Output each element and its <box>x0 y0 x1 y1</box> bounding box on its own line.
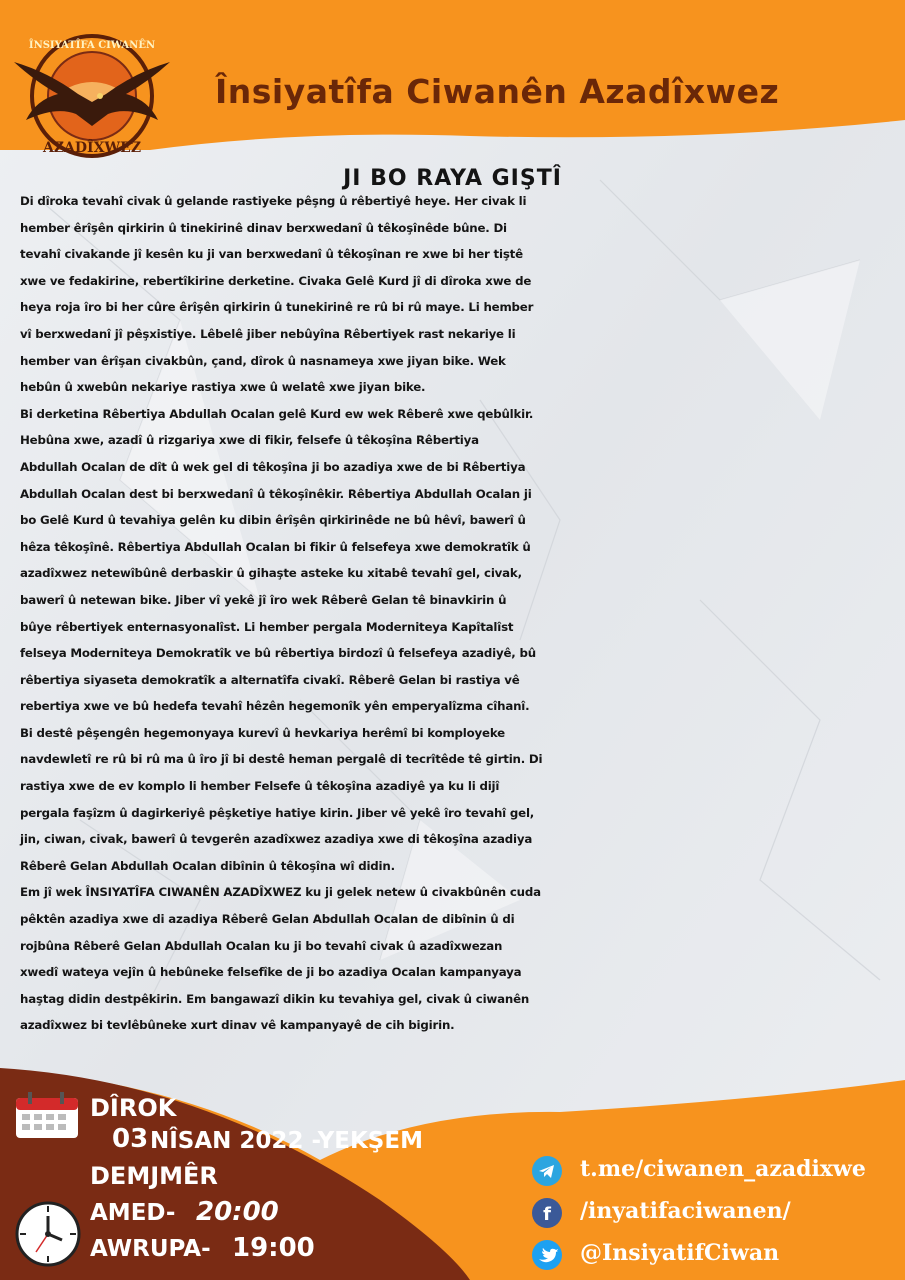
body-line: Abdullah Ocalan dest bi berxwedanî û têkoşînêkir. Rêbertiya Abdullah Ocalan ji <box>20 486 532 501</box>
body-line: tevahî civakande jî kesên ku ji van berxwedanî û têkoşînan re xwe bi her tiştê <box>20 247 523 262</box>
document-body <box>20 188 904 1039</box>
body-line: Hebûna xwe, azadî û rizgariya xwe di fikir, felsefe û têkoşîna Rêbertiya <box>20 433 479 448</box>
amed-time: 20:00 <box>196 1197 279 1227</box>
body-line: rebertiya xwe ve bû hedefa tevahî hêzên hegemonîk yên emperyalîzma cîhanî. <box>20 699 530 714</box>
body-line: Bi destê pêşengên hegemonyaya kurevî û hevkariya herêmî bi komployeke <box>20 725 505 740</box>
body-line: Di dîroka tevahî civak û gelande rastiyeke pêşng û rêbertiyê heye. Her civak li <box>20 194 527 208</box>
date-day: 03 <box>112 1124 149 1154</box>
europe-time: 19:00 <box>232 1233 315 1263</box>
facebook-icon <box>532 1198 562 1228</box>
logo-top-text: ÎNSIYATÎFA CIWANÊN <box>28 40 156 51</box>
body-line: hember êrîşên qirkirin û tinekirinê dinav berxwedanî û têkoşînêde bûne. Di <box>20 220 507 235</box>
body-line: bûye rêbertiyek enternasyonalîst. Li hember pergala Moderniteya Kapîtalîst <box>20 619 514 634</box>
body-line: felseya Moderniteya Demokratîk ve bû rêbertiya birdozî û felsefeya azadiyê, bû <box>20 646 536 661</box>
clock-icon <box>14 1200 82 1268</box>
organization-title: Însiyatîfa Ciwanên Azadîxwez <box>215 72 780 111</box>
body-line: pergala faşîzm û dagirkeriyê pêşketiye hatiye kirin. Jiber vê yekê îro tevahî gel, <box>20 805 535 820</box>
body-line: hêza têkoşînê. Rêbertiya Abdullah Ocalan bi fikir û felsefeya xwe demokratîk û <box>20 539 531 554</box>
date-rest: NÎSAN 2022 -YEKŞEM <box>150 1128 423 1154</box>
telegram-link[interactable] <box>532 1156 902 1190</box>
logo-bottom-text: AZADÎXWEZ <box>42 140 142 156</box>
europe-label: AWRUPA- <box>90 1236 211 1262</box>
body-line: rêbertiya siyaseta demokratîk a alternatîfa civakî. Rêberê Gelan bi rastiya vê <box>20 672 520 687</box>
facebook-link[interactable] <box>532 1198 902 1232</box>
time-label: DEMJMÊR <box>90 1162 218 1190</box>
body-line: Rêberê Gelan Abdullah Ocalan dibînin û têkoşîna wî didin. <box>20 858 395 873</box>
body-line: bo Gelê Kurd û tevahiya gelên ku dibin êrîşên qirkirinêde ne bû hêvî, bawerî û <box>20 513 526 528</box>
organization-logo <box>8 22 176 172</box>
body-line: Abdullah Ocalan de dît û wek gel di têkoşîna ji bo azadiya xwe de bi Rêbertiya <box>20 459 526 474</box>
body-line: haştag didin destpêkirin. Em bangawazî dikin ku tevahiya gel, civak û ciwanên <box>20 991 530 1006</box>
body-line: pêktên azadiya xwe di azadiya Rêberê Gelan Abdullah Ocalan de dibînin û di <box>20 912 515 927</box>
calendar-icon <box>14 1092 80 1140</box>
body-line: rastiya xwe de ev komplo li hember Felsefe û têkoşîna azadiyê ya ku li dijî <box>20 779 500 794</box>
body-line: Bi derketina Rêbertiya Abdullah Ocalan gelê Kurd ew wek Rêberê xwe qebûlkir. <box>20 406 534 421</box>
document-title: JI BO RAYA GIŞTÎ <box>343 166 562 191</box>
body-line: hember van êrîşan civakbûn, çand, dîrok û nasnameya xwe jiyan bike. Wek <box>20 353 506 368</box>
telegram-label: t.me/ciwanen_azadixwe <box>580 1156 866 1182</box>
body-line: hebûn û xwebûn nekariye rastiya xwe û welatê xwe jiyan bike. <box>20 380 426 395</box>
twitter-link[interactable] <box>532 1240 902 1274</box>
body-line: navdewletî re rû bi rû ma û îro jî bi destê heman pergalê di tecrîtêde tê girtin. Di <box>20 752 543 767</box>
amed-label: AMED- <box>90 1200 176 1226</box>
body-line: vî berxwedanî jî pêşxistiye. Lêbelê jiber nebûyîna Rêbertiyek rast nekariye li <box>20 326 516 341</box>
facebook-label: /inyatifaciwanen/ <box>580 1198 791 1224</box>
body-line: bawerî û netewan bike. Jiber vî yekê jî îro wek Rêberê Gelan tê binavkirin û <box>20 592 507 607</box>
body-line: xwedî wateya vejîn û hebûneke felsefîke de ji bo azadiya Ocalan kampanyaya <box>20 965 522 980</box>
body-line: azadîxwez bi tevlêbûneke xurt dinav vê kampanyayê de cih bigirin. <box>20 1018 455 1033</box>
body-line: xwe ve fedakirine, rebertîkirine derketine. Civaka Gelê Kurd jî di dîroka xwe de <box>20 273 532 288</box>
body-line: jin, ciwan, civak, bawerî û tevgerên azadîxwez azadiya xwe di têkoşîna azadiya <box>20 832 533 847</box>
twitter-icon <box>532 1240 562 1270</box>
body-line: azadîxwez netewîbûnê derbaskir û gihaşte asteke ku xitabê tevahî gel, civak, <box>20 566 522 581</box>
twitter-label: @InsiyatifCiwan <box>580 1240 780 1266</box>
telegram-icon <box>532 1156 562 1186</box>
body-line: rojbûna Rêberê Gelan Abdullah Ocalan ku ji bo tevahî civak û azadîxwezan <box>20 938 503 953</box>
svg-text:f: f <box>543 1204 551 1225</box>
body-line: Em jî wek ÎNSIYATÎFA CIWANÊN AZADÎXWEZ ku ji gelek netew û civakbûnên cuda <box>20 885 541 900</box>
date-label: DÎROK <box>90 1094 177 1122</box>
body-line: heya roja îro bi her cûre êrîşên qirkirin û tunekirinê re rû bi rû maye. Li hember <box>20 300 534 315</box>
